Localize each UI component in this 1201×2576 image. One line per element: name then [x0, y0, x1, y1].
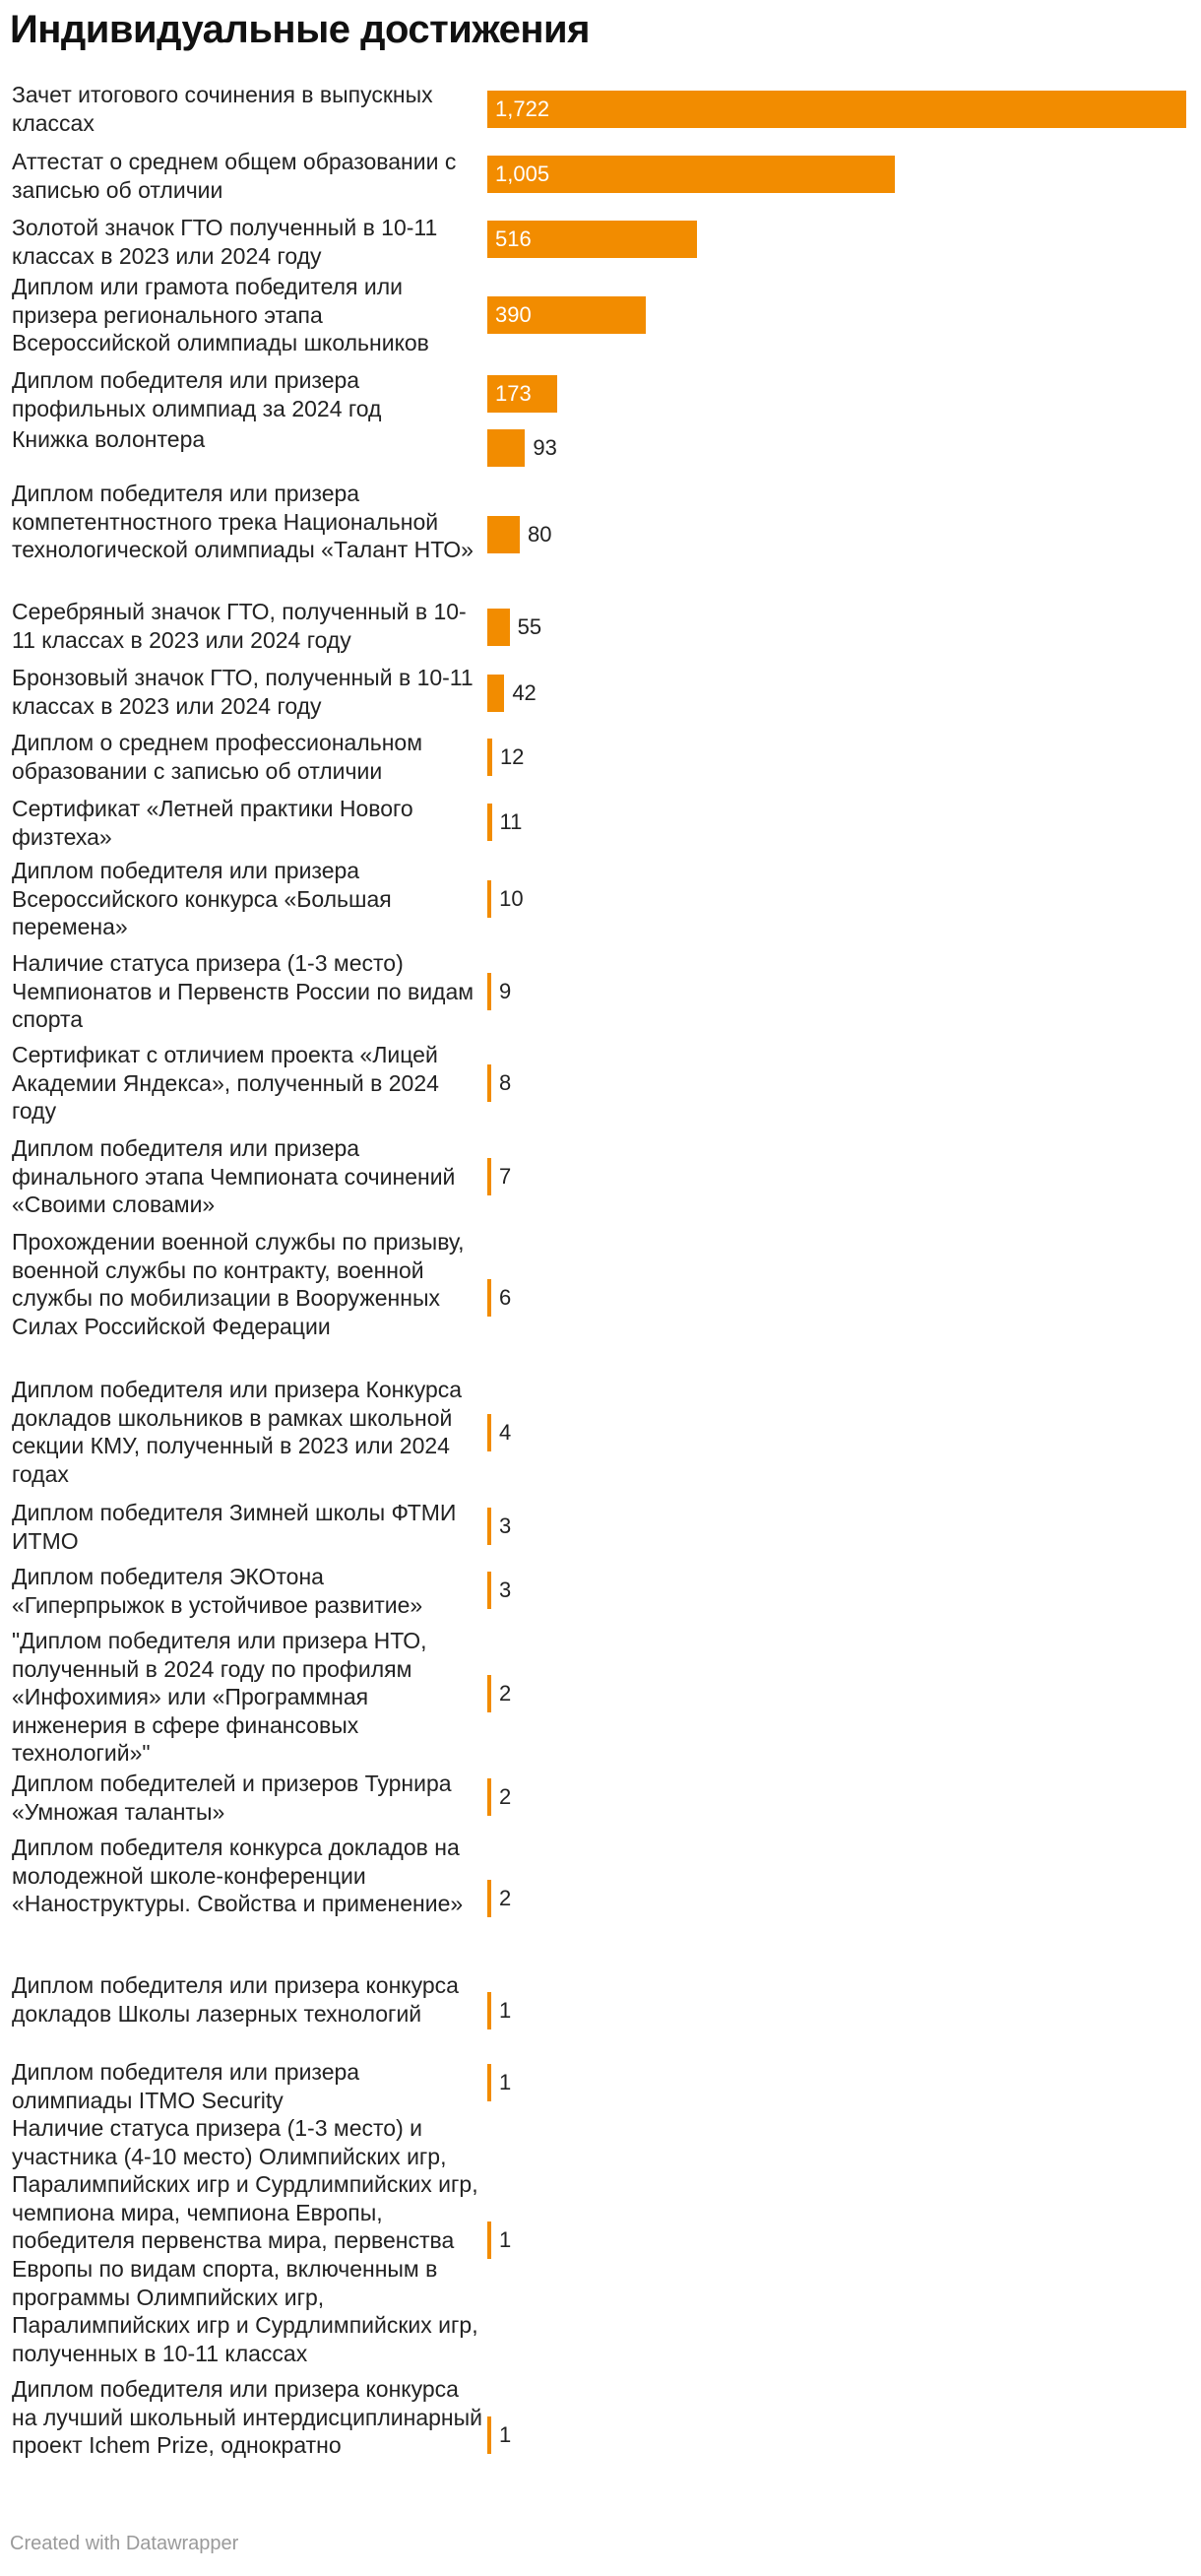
category-label: Диплом победителей и призеров Турнира «Умножая таланты»	[12, 1771, 452, 1825]
value-label: 390	[495, 302, 532, 327]
category-label: Зачет итогового сочинения в выпускных классах	[12, 82, 433, 136]
category-label: Диплом победителя конкурса докладов на молодежной школе-конференции «Наноструктуры. Свойства и применение»	[12, 1835, 464, 1917]
value-label: 8	[499, 1070, 512, 1095]
category-label: Серебряный значок ГТО, полученный в 10-11 классах в 2023 или 2024 году	[12, 599, 467, 653]
bar	[487, 516, 520, 553]
category-label: Диплом победителя или призера Конкурса докладов школьников в рамках школьной секции КМУ, полученный в 2023 или 2024 годах	[12, 1377, 463, 1487]
value-label: 10	[499, 886, 524, 911]
footer-credit: Created with Datawrapper	[10, 2533, 239, 2554]
category-label: Наличие статуса призера (1-3 место) Чемпионатов и Первенств России по видам спорта	[12, 950, 474, 1033]
value-label: 9	[499, 978, 512, 1003]
value-label: 1	[499, 2070, 512, 2094]
chart-title: Индивидуальные достижения	[10, 8, 590, 51]
value-label: 11	[499, 809, 523, 834]
category-label: Сертификат «Летней практики Нового физтеха»	[12, 796, 413, 850]
category-label: "Диплом победителя или призера НТО, полученный в 2024 году по профилям «Инфохимия» или «Программная инженерия в сфере финансовых технологий»"	[12, 1628, 427, 1767]
value-label: 516	[495, 225, 532, 251]
value-label: 3	[499, 1578, 512, 1602]
bar	[487, 739, 492, 776]
value-label: 2	[499, 1681, 512, 1706]
category-label: Диплом победителя или призера конкурса на лучший школьный интердисциплинарный проект Ichem Prize, однократно	[12, 2376, 483, 2459]
value-label: 42	[512, 679, 537, 705]
bar	[487, 675, 504, 712]
bar	[487, 1064, 491, 1102]
value-label: 1	[499, 2421, 512, 2447]
category-label: Диплом победителя или призера Всероссийского конкурса «Большая перемена»	[12, 858, 392, 940]
category-label: Диплом о среднем профессиональном образовании с записью об отличии	[12, 730, 423, 784]
bar	[487, 2222, 491, 2259]
value-label: 1	[499, 1997, 512, 2023]
value-label: 1,005	[495, 161, 550, 186]
bar	[487, 973, 491, 1010]
bar	[487, 429, 525, 467]
bar	[487, 1675, 491, 1712]
bar	[487, 1158, 491, 1195]
category-label: Диплом победителя или призера финального этапа Чемпионата сочинений «Своими словами»	[12, 1135, 456, 1218]
value-label: 80	[527, 521, 552, 547]
value-label: 1,722	[495, 97, 550, 121]
category-label: Диплом победителя или призера конкурса докладов Школы лазерных технологий	[12, 1972, 459, 2027]
category-label: Диплом или грамота победителя или призера регионального этапа Всероссийской олимпиады школьников	[12, 274, 429, 356]
bar	[487, 1880, 491, 1917]
bar	[487, 804, 492, 841]
category-label: Диплом победителя или призера компетентностного трека Национальной технологической олимпиады «Талант НТО»	[12, 481, 474, 563]
value-label: 6	[499, 1284, 512, 1310]
bar	[487, 2064, 491, 2101]
value-label: 3	[499, 1513, 512, 1538]
category-label: Бронзовый значок ГТО, полученный в 10-11 классах в 2023 или 2024 году	[12, 665, 474, 719]
category-label: Сертификат с отличием проекта «Лицей Академии Яндекса», полученный в 2024 году	[12, 1042, 439, 1125]
category-label: Диплом победителя Зимней школы ФТМИ ИТМО	[12, 1500, 457, 1554]
bar	[487, 1778, 491, 1816]
category-label: Диплом победителя ЭКОтона «Гиперпрыжок в устойчивое развитие»	[12, 1564, 423, 1618]
category-label: Аттестат о среднем общем образовании с записью об отличии	[12, 149, 457, 203]
bar	[487, 1992, 491, 2029]
value-label: 2	[499, 1885, 512, 1910]
category-label: Диплом победителя или призера профильных олимпиад за 2024 год	[12, 367, 382, 421]
bar	[487, 609, 510, 646]
category-label: Прохождении военной службы по призыву, военной службы по контракту, военной службы по мобилизации в Вооруженных Силах Российской Федерации	[12, 1229, 465, 1339]
value-label: 55	[517, 613, 542, 639]
bar	[487, 1572, 491, 1609]
category-label: Золотой значок ГТО полученный в 10-11 классах в 2023 или 2024 году	[12, 215, 438, 269]
bar	[487, 1279, 491, 1317]
value-label: 93	[533, 435, 557, 460]
bar	[487, 1508, 491, 1545]
value-label: 4	[499, 1420, 512, 1445]
bar	[487, 91, 1186, 128]
category-label: Наличие статуса призера (1-3 место) и участника (4-10 место) Олимпийских игр, Паралимпийских игр и Сурдлимпийских игр, чемпиона мира, чемпиона Европы, победителя первенства мира, первенства Европы по видам спорта, включенным в программы Олимпийских игр, Паралимпийских игр и Сурдлимпийских игр, полученных в 10-11 классах	[12, 2115, 478, 2366]
category-label: Книжка волонтера	[12, 426, 206, 452]
bar	[487, 2416, 491, 2454]
bar	[487, 1414, 491, 1451]
value-label: 173	[495, 381, 532, 406]
bar	[487, 880, 491, 918]
value-label: 1	[499, 2227, 512, 2252]
value-label: 7	[499, 1164, 512, 1189]
category-label: Диплом победителя или призера олимпиады ITMO Security	[12, 2059, 360, 2113]
value-label: 12	[499, 744, 525, 769]
value-label: 2	[499, 1784, 512, 1809]
